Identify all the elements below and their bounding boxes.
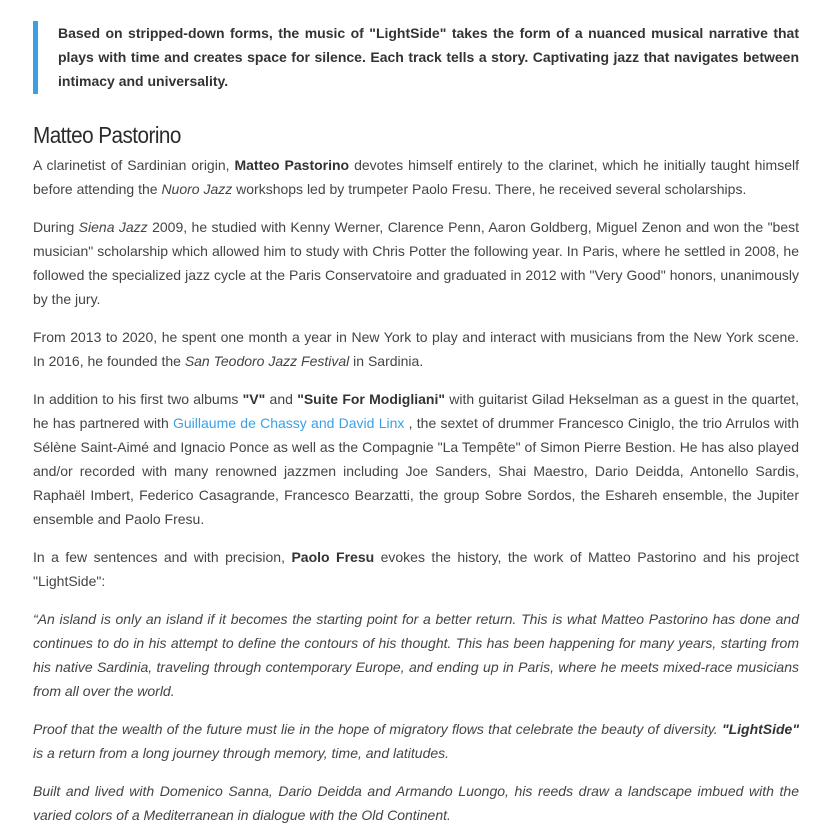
fresu-quote-landscape: Built and lived with Domenico Sanna, Dario Deidda and Armando Luongo, his reeds draw a landscape imbued with the varied colors of a Mediterranean in dialogue with the Old Continent. <box>33 783 799 823</box>
text-span: A clarinetist of Sardinian origin, <box>33 157 235 173</box>
workshop-name: Nuoro Jazz <box>161 181 233 197</box>
bio-paragraph-origin <box>33 153 799 201</box>
bio-paragraph-studies <box>33 215 799 311</box>
blockquote-accent-bar <box>33 21 38 94</box>
text-span: workshops led by trumpeter Paolo Fresu. There, he received several scholarships. <box>232 181 747 197</box>
article-body <box>33 0 799 827</box>
album-title-v: "V" <box>242 391 266 407</box>
bio-paragraph-new-york <box>33 325 799 373</box>
text-span: evokes the history, the work of Matteo Pastorino and his project "LightSide": <box>33 549 800 589</box>
fresu-quote-island: “An island is only an island if it becomes the starting point for a better return. This is what Matteo Pastorino has done and continues to do in his attempt to define the contours of his thought. This has been happening for many years, starting from his native Sardinia, traveling through contemporary Europe, and ending up in Paris, where he meets mixed-race musicians from all over the world. <box>33 611 799 699</box>
chassy-linx-link[interactable]: Guillaume de Chassy and David Linx <box>173 415 405 431</box>
text-span: 2009, he studied with Kenny Werner, Clarence Penn, Aaron Goldberg, Miguel Zenon and won the "best musician" scholarship which allowed him to study with Chris Potter the following year. In Paris, where he settled in 2008, he followed the specialized jazz cycle at the Paris Conservatoire and graduated in 2012 with "Very Good" honors, unanimously by the jury. <box>33 219 799 307</box>
text-span: Proof that the wealth of the future must lie in the hope of migratory flows that celebrate the beauty of diversity. <box>33 721 722 737</box>
text-span: From 2013 to 2020, he spent one month a year in New York to play and interact with musicians from the New York scene. In 2016, he founded the <box>33 329 799 369</box>
bio-paragraph-collaborations <box>33 387 799 531</box>
artist-name: Matteo Pastorino <box>234 157 350 173</box>
project-name: "LightSide" <box>721 721 799 737</box>
fresu-name: Paolo Fresu <box>291 549 375 565</box>
text-span: with guitarist Gilad Hekselman as a guest in the quartet, he has partnered with <box>33 391 799 431</box>
section-heading: Matteo Pastorino <box>33 122 181 148</box>
festival-name: San Teodoro Jazz Festival <box>184 353 350 369</box>
text-span: In addition to his first two albums <box>33 391 243 407</box>
text-span: During <box>33 219 79 235</box>
intro-blockquote <box>33 21 799 94</box>
text-span: is a return from a long journey through memory, time, and latitudes. <box>33 745 450 761</box>
text-span: devotes himself entirely to the clarinet, which he initially taught himself before attending the <box>33 157 799 197</box>
siena-jazz-name: Siena Jazz <box>78 219 148 235</box>
intro-quote-text: Based on stripped-down forms, the music of "LightSide" takes the form of a nuanced musical narrative that plays with time and creates space for silence. Each track tells a story. Captivating jazz that navigates between intimacy and universality. <box>58 25 799 89</box>
text-span: in Sardinia. <box>349 353 424 369</box>
text-span: and <box>265 391 298 407</box>
album-title-modigliani: "Suite For Modigliani" <box>297 391 445 407</box>
text-span: In a few sentences and with precision, <box>33 549 292 565</box>
fresu-quote-diversity <box>33 717 799 765</box>
text-span: , the sextet of drummer Francesco Ciniglo, the trio Arrulos with Sélène Saint-Aimé and Ignacio Ponce as well as the Compagnie "La Tempête" of Simon Pierre Bestion. He has also played and/or recorded with many renowned jazzmen including Joe Sanders, Shai Maestro, Dario Deidda, Antonello Sardis, Raphaël Imbert, Federico Casagrande, Francesco Bearzatti, the group Sobre Sordos, the Eshareh ensemble, the Jupiter ensemble and Paolo Fresu. <box>33 415 799 527</box>
bio-paragraph-fresu-intro <box>33 545 799 593</box>
